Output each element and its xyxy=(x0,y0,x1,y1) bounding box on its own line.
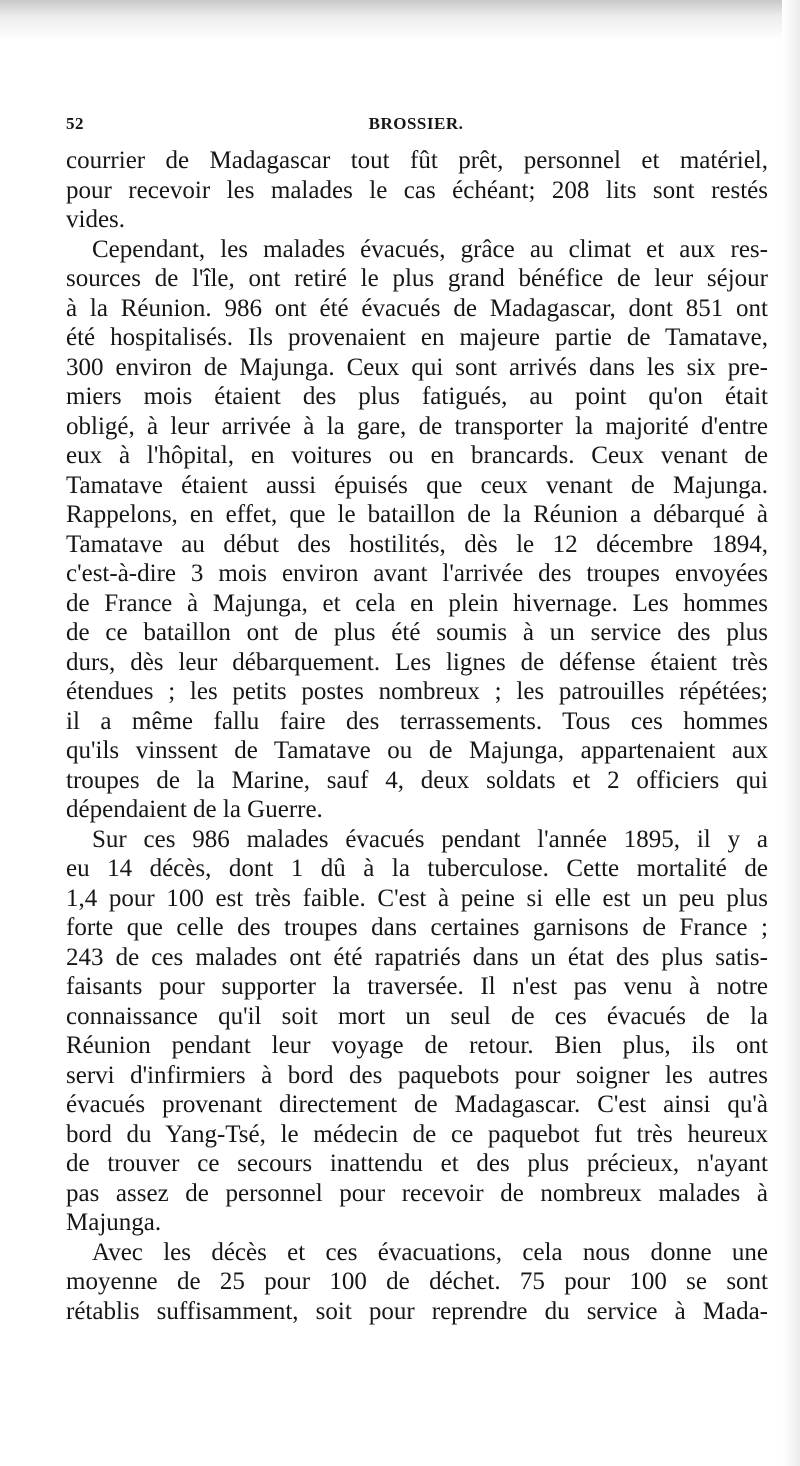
text-line: 300 environ de Majunga. Ceux qui sont arrivés dans les six pre- xyxy=(66,353,768,381)
text-line: Rappelons, en effet, que le bataillon de la Réunion a débarqué à xyxy=(66,501,768,528)
text-line: Tamatave au début des hostilités, dès le 12 décembre 1894, xyxy=(66,530,768,558)
text-line: bord du Yang-Tsé, le médecin de ce paquebot fut très heureux xyxy=(66,1120,768,1148)
text-line: été hospitalisés. Ils provenaient en majeure partie de Tamatave, xyxy=(66,324,768,351)
text-line: pas assez de personnel pour recevoir de nombreux malades à xyxy=(66,1179,768,1207)
text-line: troupes de la Marine, sauf 4, deux soldats et 2 officiers qui xyxy=(66,766,768,794)
text-line: faisants pour supporter la traversée. Il n'est pas venu à notre xyxy=(66,973,768,1000)
text-line: dépendaient de la Guerre. xyxy=(66,796,323,823)
running-head: BROSSIER. xyxy=(368,114,464,133)
text-line: durs, dès leur débarquement. Les lignes de défense étaient très xyxy=(66,648,768,676)
text-line: miers mois étaient des plus fatigués, au point qu'on était xyxy=(66,383,768,410)
text-line: Majunga. xyxy=(66,1209,162,1236)
text-line: vides. xyxy=(66,206,126,233)
text-line: évacués provenant directement de Madagascar. C'est ainsi qu'à xyxy=(66,1091,768,1118)
text-line: servi d'infirmiers à bord des paquebots pour soigner les autres xyxy=(66,1061,768,1089)
page-right-edge xyxy=(782,0,800,1466)
text-line: de ce bataillon ont de plus été soumis à un service des plus xyxy=(66,619,768,646)
page-top-edge xyxy=(0,0,800,40)
text-line: à la Réunion. 986 ont été évacués de Madagascar, dont 851 ont xyxy=(66,294,768,322)
text-line: sources de l'île, ont retiré le plus grand bénéfice de leur séjour xyxy=(66,265,768,292)
text-line: 243 de ces malades ont été rapatriés dans un état des plus satis- xyxy=(66,943,768,971)
text-line: Tamatave étaient aussi épuisés que ceux venant de Majunga. xyxy=(66,471,768,499)
text-line: c'est-à-dire 3 mois environ avant l'arrivée des troupes envoyées xyxy=(66,560,768,587)
text-line: obligé, à leur arrivée à la gare, de transporter la majorité d'entre xyxy=(66,412,768,440)
text-line: Cependant, les malades évacués, grâce au climat et aux res- xyxy=(92,235,768,263)
text-line: Avec les décès et ces évacuations, cela nous donne une xyxy=(92,1238,768,1266)
text-line: de France à Majunga, et cela en plein hivernage. Les hommes xyxy=(66,589,768,617)
text-line: eu 14 décès, dont 1 dû à la tuberculose. Cette mortalité de xyxy=(66,855,768,882)
text-line: courrier de Madagascar tout fût prêt, personnel et matériel, xyxy=(66,147,768,174)
text-line: il a même fallu faire des terrassements. Tous ces hommes xyxy=(66,707,768,735)
text-line: rétablis suffisamment, soit pour reprendre du service à Mada- xyxy=(66,1297,768,1325)
text-line: étendues ; les petits postes nombreux ; les patrouilles répétées; xyxy=(66,678,768,705)
text-line: Réunion pendant leur voyage de retour. Bien plus, ils ont xyxy=(66,1032,768,1059)
text-line: pour recevoir les malades le cas échéant; 208 lits sont restés xyxy=(66,176,768,204)
page-number: 52 xyxy=(66,114,84,133)
text-line: Sur ces 986 malades évacués pendant l'année 1895, il y a xyxy=(92,825,768,853)
text-line: connaissance qu'il soit mort un seul de ces évacués de la xyxy=(66,1002,768,1030)
body-text xyxy=(66,146,768,1326)
text-line: moyenne de 25 pour 100 de déchet. 75 pour 100 se sont xyxy=(66,1268,768,1295)
text-line: 1,4 pour 100 est très faible. C'est à peine si elle est un peu plus xyxy=(66,884,768,912)
text-line: de trouver ce secours inattendu et des plus précieux, n'ayant xyxy=(66,1150,768,1177)
page-header xyxy=(66,114,766,138)
text-line: qu'ils vinssent de Tamatave ou de Majunga, appartenaient aux xyxy=(66,737,768,764)
text-line: eux à l'hôpital, en voitures ou en brancards. Ceux venant de xyxy=(66,442,768,469)
text-line: forte que celle des troupes dans certaines garnisons de France ; xyxy=(66,914,768,941)
